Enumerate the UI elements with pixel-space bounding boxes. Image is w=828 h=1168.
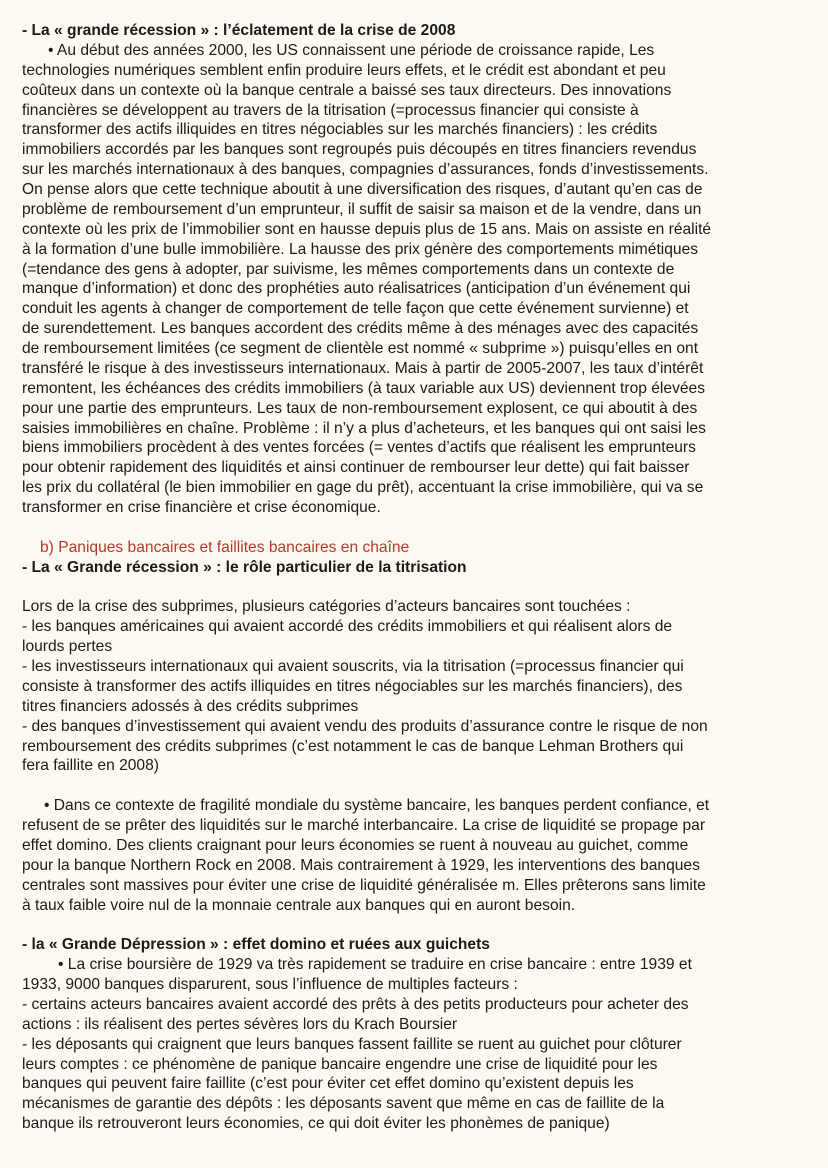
subsection-heading: b) Paniques bancaires et faillites bancaires en chaîne [40,538,410,556]
text-line: manque d’information) et donc des prophéties auto réalisatrices (anticipation d’un événement qui [22,280,691,298]
text-line: les prix du collatéral (le bien immobilier en gage du prêt), accentuant la crise immobilière, qui va se [22,479,704,497]
text-line: leurs comptes : ce phénomène de panique bancaire engendre une crise de liquidité pour les [22,1055,658,1073]
text-line: pour une partie des emprunteurs. Les taux de non-remboursement explosent, ce qui aboutit à des [22,399,698,417]
text-line: effet domino. Des clients craignant pour leurs économies se ruent à nouveau au guichet, comme [22,836,689,854]
text-line: centrales sont massives pour éviter une crise de liquidité généralisée m. Elles prêterons sans limite [22,876,706,894]
text-line: actions : ils réalisent des pertes sévères lors du Krach Boursier [22,1015,458,1033]
blank-line [22,915,828,935]
text-line: pour obtenir rapidement des liquidités et ainsi continuer de rembourser leur dette) qui fait baisser [22,459,690,477]
text-line: - les déposants qui craignent que leurs banques fassent faillite se ruent au guichet pour clôturer [22,1035,682,1053]
text-line: conduit les agents à changer de comportement de telle façon que cette événement survienne) et [22,300,689,318]
text-line: titres financiers adossés à des crédits subprimes [22,697,359,715]
text-line: transformer des actifs illiquides en titres négociables sur les marchés financiers) : les crédits [22,121,658,139]
text-line: • Dans ce contexte de fragilité mondiale du système bancaire, les banques perdent confiance, et [44,797,710,815]
text-line: - les banques américaines qui avaient accordé des crédits immobiliers et qui réalisent alors de [22,618,673,636]
text-line: On pense alors que cette technique aboutit à une diversification des risques, d’autant qu’en cas de [22,181,703,198]
text-line: • La crise boursière de 1929 va très rapidement se traduire en crise bancaire : entre 1939 et [58,956,692,974]
text-line: coûteux dans un contexte où la banque centrale a baissé ses taux directeurs. Des innovations [22,81,672,99]
text-line: banque ils retrouveront leurs économies, ce qui doit éviter les phonèmes de panique) [22,1115,610,1133]
section-heading: - La « Grande récession » : le rôle particulier de la titrisation [22,558,467,576]
text-line: financières se développent au travers de la titrisation (=processus financier qui consiste à [22,101,639,119]
text-line: (=tendance des gens à adopter, par suivisme, les mêmes comportements dans un contexte de [22,260,675,278]
text-line: • Au début des années 2000, les US connaissent une période de croissance rapide, Les [48,41,655,59]
text-line: transféré le risque à des investisseurs internationaux. Mais à partir de 2005-2007, les taux d’intérêt [22,359,704,377]
text-line: lourds pertes [22,638,113,656]
section-heading: - La « grande récession » : l’éclatement de la crise de 2008 [22,22,456,39]
text-line: banques qui peuvent faire faillite (c’est pour éviter cet effet domino qu’existent depuis les [22,1075,634,1093]
blank-line [22,518,828,538]
text-line: remontent, les échéances des crédits immobiliers (à taux variable aux US) deviennent trop élevées [22,379,706,397]
text-line: immobiliers accordés par les banques sont regroupés puis découpés en titres financiers revendus [22,141,697,159]
text-line: Lors de la crise des subprimes, plusieurs catégories d’acteurs bancaires sont touchées : [22,598,631,616]
text-line: - des banques d’investissement qui avaient vendu des produits d’assurance contre le risque de non [22,717,708,735]
text-line: problème de remboursement d’un emprunteur, il suffit de saisir sa maison et de la vendre, dans un [22,200,702,218]
text-line: mécanismes de garantie des dépôts : les déposants savent que même en cas de faillite de la [22,1095,665,1113]
text-line: technologies numériques semblent enfin produire leurs effets, et le crédit est abondant et peu [22,61,666,79]
text-line: à taux faible voire nul de la monnaie centrale aux banques qui en auront besoin. [22,896,576,914]
text-line: de surendettement. Les banques accordent des crédits même à des ménages avec des capacités [22,320,699,338]
text-line: refusent de se prêter des liquidités sur le marché interbancaire. La crise de liquidité se propage par [22,817,706,834]
text-line: à la formation d’une bulle immobilière. La hausse des prix génère des comportements mimétiques [22,240,699,258]
text-line: - les investisseurs internationaux qui avaient souscrits, via la titrisation (=processus financier qui [22,658,684,675]
text-line: sur les marchés internationaux à des banques, compagnies d’assurances, fonds d’investissements. [22,161,709,179]
text-line: 1933, 9000 banques disparurent, sous l’influence de multiples facteurs : [22,976,518,993]
blank-line [22,578,828,598]
text-line: saisies immobilières en chaîne. Problème : il n’y a plus d’acheteurs, et les banques qui ont saisi les [22,419,706,437]
text-line: - certains acteurs bancaires avaient accordé des prêts à des petits producteurs pour acheter des [22,995,689,1013]
section-heading: - la « Grande Dépression » : effet domino et ruées aux guichets [22,936,490,954]
text-line: pour la banque Northern Rock en 2008. Mais contrairement à 1929, les interventions des banques [22,856,700,874]
document-body [22,21,828,1134]
blank-line [22,776,828,796]
text-line: remboursement des crédits subprimes (c’est notamment le cas de banque Lehman Brothers qui [22,737,684,755]
text-line: de remboursement limitées (ce segment de clientèle est nommé « subprime ») puisqu’elles en ont [22,340,699,357]
text-line: fera faillite en 2008) [22,757,159,775]
text-line: consiste à transformer des actifs illiquides en titres négociables sur les marchés financiers), des [22,677,683,695]
text-line: transformer en crise financière et crise économique. [22,499,381,516]
text-line: contexte où les prix de l’immobilier sont en hausse depuis plus de 15 ans. Mais on assiste en réalité [22,220,712,238]
text-line: biens immobiliers procèdent à des ventes forcées (= ventes d’actifs que réalisent les emprunteurs [22,439,696,457]
